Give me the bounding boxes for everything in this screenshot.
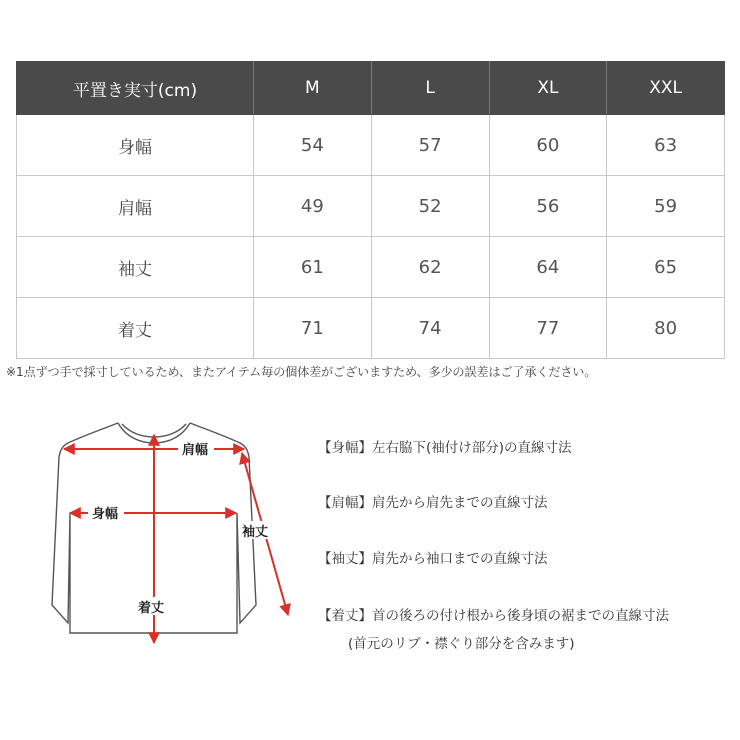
table-cell: 60 <box>489 115 607 176</box>
row-label: 肩幅 <box>17 176 254 237</box>
legend-term: 【着丈】 <box>318 608 372 624</box>
table-cell: 63 <box>607 115 725 176</box>
sleeve-label: 袖丈 <box>242 525 269 540</box>
table-cell: 74 <box>371 298 489 359</box>
table-cell: 57 <box>371 115 489 176</box>
chest-label: 身幅 <box>92 507 119 522</box>
shoulder-label: 肩幅 <box>182 443 209 458</box>
table-cell: 52 <box>371 176 489 237</box>
table-row <box>17 237 725 298</box>
table-header-row <box>17 62 725 115</box>
table-cell: 61 <box>254 237 372 298</box>
legend-desc: 肩先から肩先までの直線寸法 <box>372 495 548 511</box>
table-cell: 54 <box>254 115 372 176</box>
table-corner-header: 平置き実寸(cm) <box>17 62 254 115</box>
legend-item-length <box>318 604 669 652</box>
size-header-l: L <box>371 62 489 115</box>
table-row <box>17 115 725 176</box>
table-cell: 77 <box>489 298 607 359</box>
size-header-xl: XL <box>489 62 607 115</box>
size-table <box>16 61 725 359</box>
legend-desc-note: (首元のリブ・襟ぐり部分を含みます) <box>348 636 575 652</box>
size-header-m: M <box>254 62 372 115</box>
table-cell: 80 <box>607 298 725 359</box>
row-label: 袖丈 <box>17 237 254 298</box>
legend-item-sleeve <box>318 547 548 567</box>
measurement-note: ※1点ずつ手で採寸しているため、またアイテム毎の個体差がございますため、多少の誤差はご了承ください。 <box>6 365 597 379</box>
row-label: 身幅 <box>17 115 254 176</box>
legend-term: 【身幅】 <box>318 440 372 456</box>
table-cell: 59 <box>607 176 725 237</box>
legend-term: 【肩幅】 <box>318 495 372 511</box>
table-cell: 65 <box>607 237 725 298</box>
table-cell: 56 <box>489 176 607 237</box>
table-cell: 71 <box>254 298 372 359</box>
shirt-diagram <box>50 405 300 650</box>
legend-desc: 肩先から袖口までの直線寸法 <box>372 551 548 567</box>
table-cell: 64 <box>489 237 607 298</box>
legend-desc: 左右脇下(袖付け部分)の直線寸法 <box>372 440 572 456</box>
table-cell: 62 <box>371 237 489 298</box>
legend-desc: 首の後ろの付け根から後身頃の裾までの直線寸法 <box>372 608 669 624</box>
legend-term: 【袖丈】 <box>318 551 372 567</box>
legend-item-chest <box>318 436 572 456</box>
size-header-xxl: XXL <box>607 62 725 115</box>
legend-item-shoulder <box>318 491 548 511</box>
row-label: 着丈 <box>17 298 254 359</box>
table-row <box>17 176 725 237</box>
table-cell: 49 <box>254 176 372 237</box>
table-row <box>17 298 725 359</box>
length-label: 着丈 <box>138 601 165 616</box>
